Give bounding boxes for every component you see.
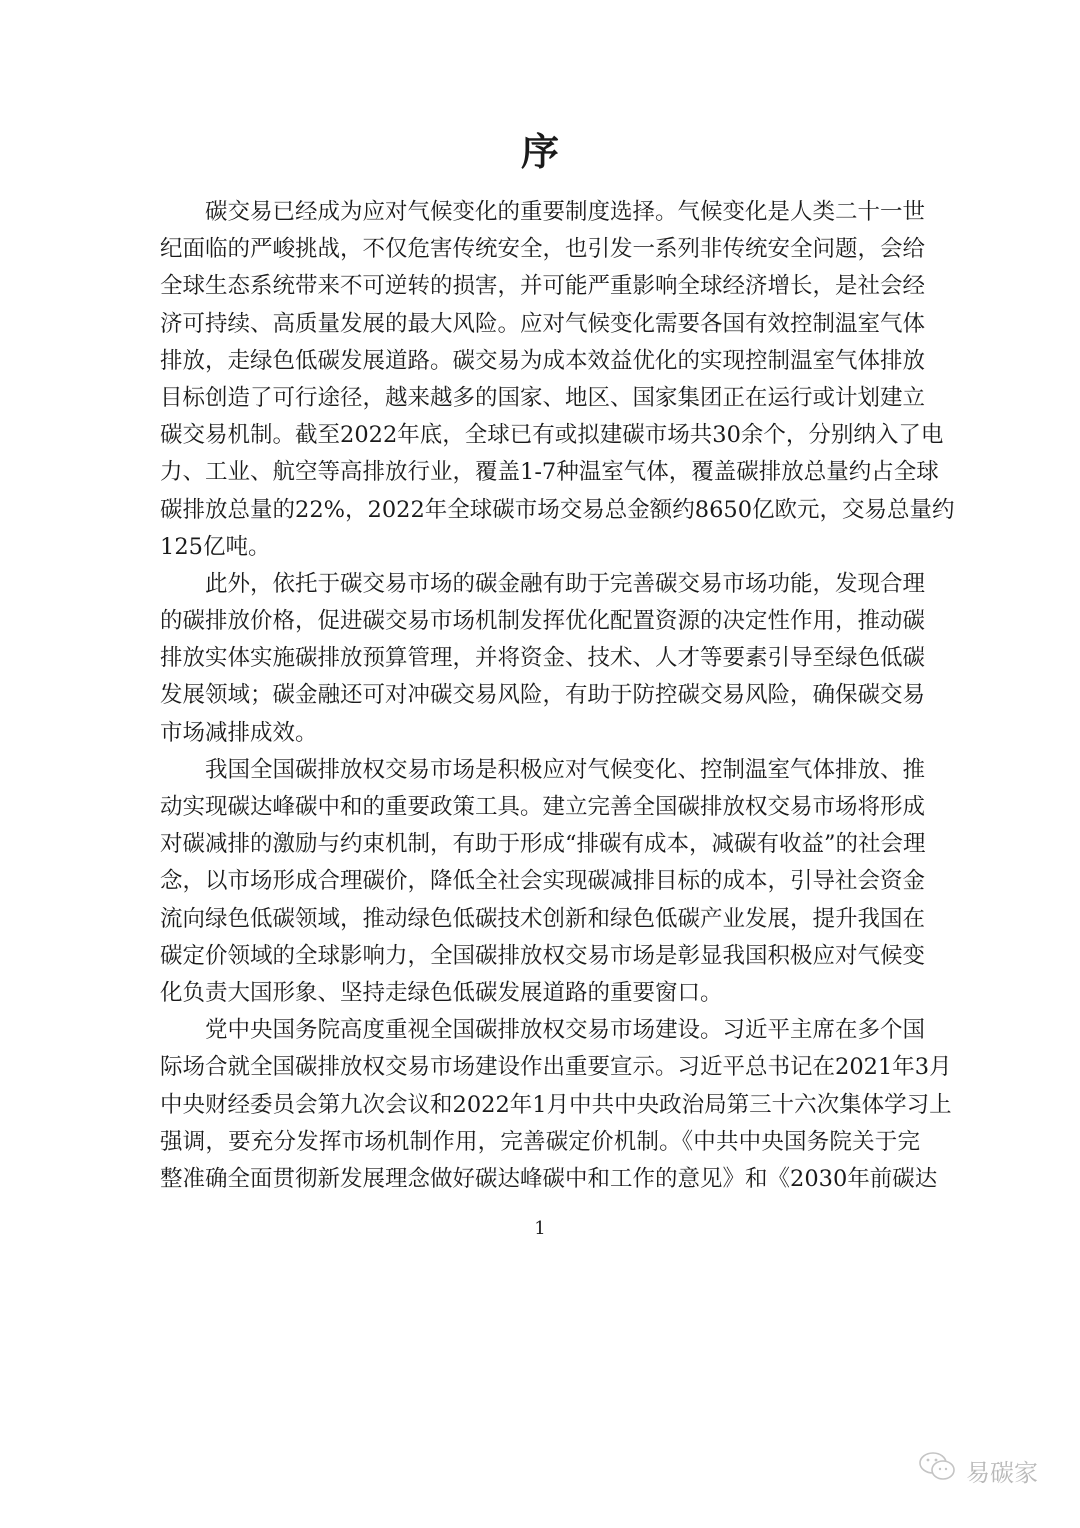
text-line: 排放，走绿色低碳发展道路。碳交易为成本效益优化的实现控制温室气体排放 — [160, 347, 926, 374]
text-line: 念，以市场形成合理碳价，降低全社会实现碳减排目标的成本，引导社会资金 — [160, 868, 926, 895]
page-number: 1 — [534, 1218, 546, 1239]
text-line: 化负责大国形象、坚持走绿色低碳发展道路的重要窗口。 — [160, 979, 723, 1006]
text-line: 流向绿色低碳领域，推动绿色低碳技术创新和绿色低碳产业发展，提升我国在 — [160, 905, 926, 932]
text-line: 党中央国务院高度重视全国碳排放权交易市场建设。习近平主席在多个国 — [205, 1017, 926, 1044]
watermark-text: 易碳家 — [966, 1458, 1038, 1487]
paragraph — [160, 194, 955, 566]
text-line: 碳交易机制。截至2022年底，全球已有或拟建碳市场共30余个，分别纳入了电 — [160, 422, 944, 449]
paragraph — [160, 1012, 952, 1198]
text-line: 碳排放总量的22%，2022年全球碳市场交易总金额约8650亿欧元，交易总量约 — [160, 496, 955, 523]
text-line: 碳交易已经成为应对气候变化的重要制度选择。气候变化是人类二十一世 — [205, 199, 926, 225]
document-body — [160, 194, 955, 1198]
text-line: 动实现碳达峰碳中和的重要政策工具。建立完善全国碳排放权交易市场将形成 — [160, 794, 926, 820]
watermark — [918, 1450, 1038, 1490]
text-line: 际场合就全国碳排放权交易市场建设作出重要宣示。习近平总书记在2021年3月 — [160, 1054, 952, 1081]
text-line: 的碳排放价格，促进碳交易市场机制发挥优化配置资源的决定性作用，推动碳 — [160, 608, 926, 635]
text-line: 排放实体实施碳排放预算管理，并将资金、技术、人才等要素引导至绿色低碳 — [160, 645, 926, 672]
text-line: 济可持续、高质量发展的最大风险。应对气候变化需要各国有效控制温室气体 — [160, 310, 926, 337]
text-line: 市场减排成效。 — [160, 719, 318, 746]
text-line: 我国全国碳排放权交易市场是积极应对气候变化、控制温室气体排放、推 — [205, 756, 926, 783]
paragraph — [160, 566, 926, 752]
text-line: 力、工业、航空等高排放行业，覆盖1-7种温室气体，覆盖碳排放总量约占全球 — [160, 459, 939, 486]
text-line: 强调，要充分发挥市场机制作用，完善碳定价机制。《中共中央国务院关于完 — [160, 1128, 920, 1155]
text-line: 目标创造了可行途径，越来越多的国家、地区、国家集团正在运行或计划建立 — [160, 384, 926, 411]
text-line: 发展领域；碳金融还可对冲碳交易风险，有助于防控碳交易风险，确保碳交易 — [160, 682, 926, 709]
text-line: 纪面临的严峻挑战，不仅危害传统安全，也引发一系列非传统安全问题，会给 — [160, 236, 926, 263]
paragraph — [160, 752, 926, 1012]
text-line: 125亿吨。 — [160, 533, 271, 560]
page-title: 序 — [520, 129, 559, 174]
text-line: 中央财经委员会第九次会议和2022年1月中共中央政治局第三十六次集体学习上 — [160, 1091, 952, 1118]
text-line: 此外，依托于碳交易市场的碳金融有助于完善碳交易市场功能，发现合理 — [205, 570, 926, 597]
text-line: 碳定价领域的全球影响力，全国碳排放权交易市场是彰显我国积极应对气候变 — [160, 942, 926, 969]
text-line: 整准确全面贯彻新发展理念做好碳达峰碳中和工作的意见》和《2030年前碳达 — [160, 1165, 938, 1192]
wechat-icon — [918, 1450, 958, 1490]
text-line: 全球生态系统带来不可逆转的损害，并可能严重影响全球经济增长，是社会经 — [160, 273, 926, 300]
text-line: 对碳减排的激励与约束机制，有助于形成“排碳有成本，减碳有收益”的社会理 — [160, 831, 926, 858]
